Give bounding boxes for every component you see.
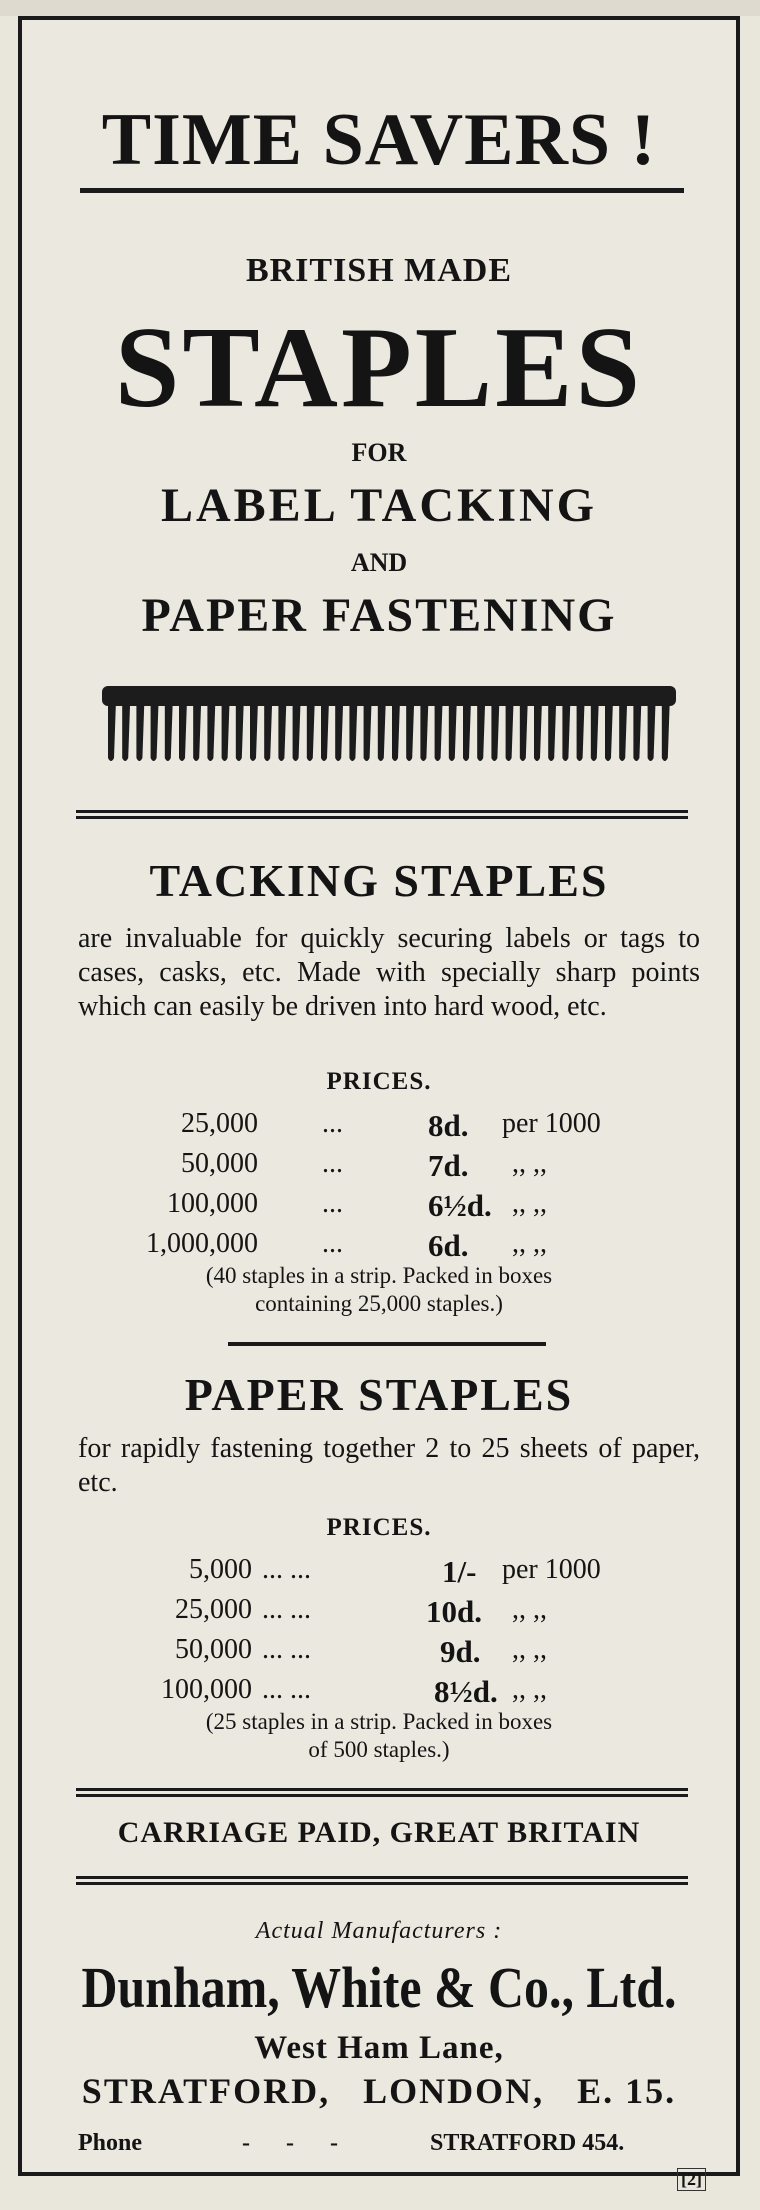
tacking-price-row	[22, 1188, 736, 1228]
use-label-tacking: LABEL TACKING	[160, 479, 597, 532]
staple-strip-illustration	[102, 680, 676, 766]
phone-label: Phone	[78, 2130, 143, 2156]
for-word: FOR	[351, 438, 407, 467]
tacking-staples-title: TACKING STAPLES	[149, 855, 609, 906]
unit: per 1000	[502, 1108, 601, 1139]
quantity: 5,000	[189, 1554, 252, 1585]
street-address: West Ham Lane,	[254, 2030, 504, 2066]
use-paper-fastening: PAPER FASTENING	[141, 589, 617, 642]
rate: 7d.	[428, 1148, 469, 1183]
ditto-marks: ,, ,,	[512, 1188, 547, 1219]
product-title: STAPLES	[114, 304, 644, 432]
ditto-marks: ,, ,,	[512, 1594, 547, 1625]
section-divider-top	[76, 810, 688, 819]
leader-dots: ... ...	[262, 1594, 311, 1625]
headline: TIME SAVERS !	[101, 99, 657, 181]
quantity: 100,000	[161, 1674, 252, 1705]
paper-prices-label: PRICES.	[326, 1514, 432, 1541]
tacking-description: are invaluable for quickly securing labels or tags to cases, casks, etc. Made with specially sharp points which can easily be driven into hard wood, etc.	[78, 923, 700, 1022]
phone-row	[22, 2130, 736, 2162]
paper-price-row	[22, 1594, 736, 1634]
section-divider-middle	[228, 1342, 546, 1346]
quantity: 50,000	[181, 1148, 258, 1179]
ditto-marks: ,, ,,	[512, 1148, 547, 1179]
rate: 1/-	[442, 1554, 477, 1589]
tacking-note-line1: (40 staples in a strip. Packed in boxes	[205, 1263, 553, 1288]
manufacturers-label: Actual Manufacturers :	[255, 1918, 503, 1944]
ditto-marks: ,, ,,	[512, 1634, 547, 1665]
british-made-line: BRITISH MADE	[245, 252, 513, 289]
rate: 9d.	[440, 1634, 481, 1669]
leader-dots: ... ...	[262, 1674, 311, 1705]
paper-description: for rapidly fastening together 2 to 25 sheets of paper, etc.	[78, 1433, 700, 1498]
carriage-rule-top	[76, 1788, 688, 1797]
tacking-prices-label: PRICES.	[326, 1068, 432, 1095]
advertisement-frame	[18, 16, 740, 2189]
leader-dots: ... ...	[262, 1554, 311, 1585]
leader-dots: ...	[322, 1188, 343, 1219]
paper-note-line1: (25 staples in a strip. Packed in boxes	[205, 1709, 553, 1734]
leader-dots: ...	[322, 1228, 343, 1259]
paper-price-row	[22, 1634, 736, 1674]
tacking-price-row	[22, 1148, 736, 1188]
rate: 10d.	[426, 1594, 482, 1629]
tacking-price-row	[22, 1108, 736, 1148]
rate: 8½d.	[434, 1674, 498, 1709]
unit: per 1000	[502, 1554, 601, 1585]
page-edge	[0, 0, 760, 16]
and-word: AND	[350, 548, 408, 577]
carriage-paid-line: CARRIAGE PAID, GREAT BRITAIN	[117, 1816, 641, 1849]
headline-rule	[80, 188, 684, 193]
carriage-rule-bottom	[76, 1876, 688, 1885]
ad-code: [2]	[677, 2168, 706, 2191]
quantity: 25,000	[175, 1594, 252, 1625]
city-address: STRATFORD, LONDON, E. 15.	[81, 2071, 677, 2111]
rate: 6d.	[428, 1228, 469, 1263]
phone-dashes: - - -	[242, 2130, 338, 2156]
leader-dots: ...	[322, 1108, 343, 1139]
quantity: 50,000	[175, 1634, 252, 1665]
rate: 6½d.	[428, 1188, 492, 1223]
quantity: 100,000	[167, 1188, 258, 1219]
paper-price-row	[22, 1554, 736, 1594]
paper-staples-title: PAPER STAPLES	[184, 1369, 574, 1420]
tacking-note-line2: containing 25,000 staples.)	[255, 1291, 503, 1316]
phone-number: STRATFORD 454.	[430, 2130, 625, 2156]
quantity: 25,000	[181, 1108, 258, 1139]
rate: 8d.	[428, 1108, 469, 1143]
paper-note-line2: of 500 staples.)	[308, 1737, 450, 1762]
leader-dots: ... ...	[262, 1634, 311, 1665]
ditto-marks: ,, ,,	[512, 1228, 547, 1259]
quantity: 1,000,000	[146, 1228, 258, 1259]
company-name: Dunham, White & Co., Ltd.	[81, 1955, 677, 2020]
leader-dots: ...	[322, 1148, 343, 1179]
ditto-marks: ,, ,,	[512, 1674, 547, 1705]
